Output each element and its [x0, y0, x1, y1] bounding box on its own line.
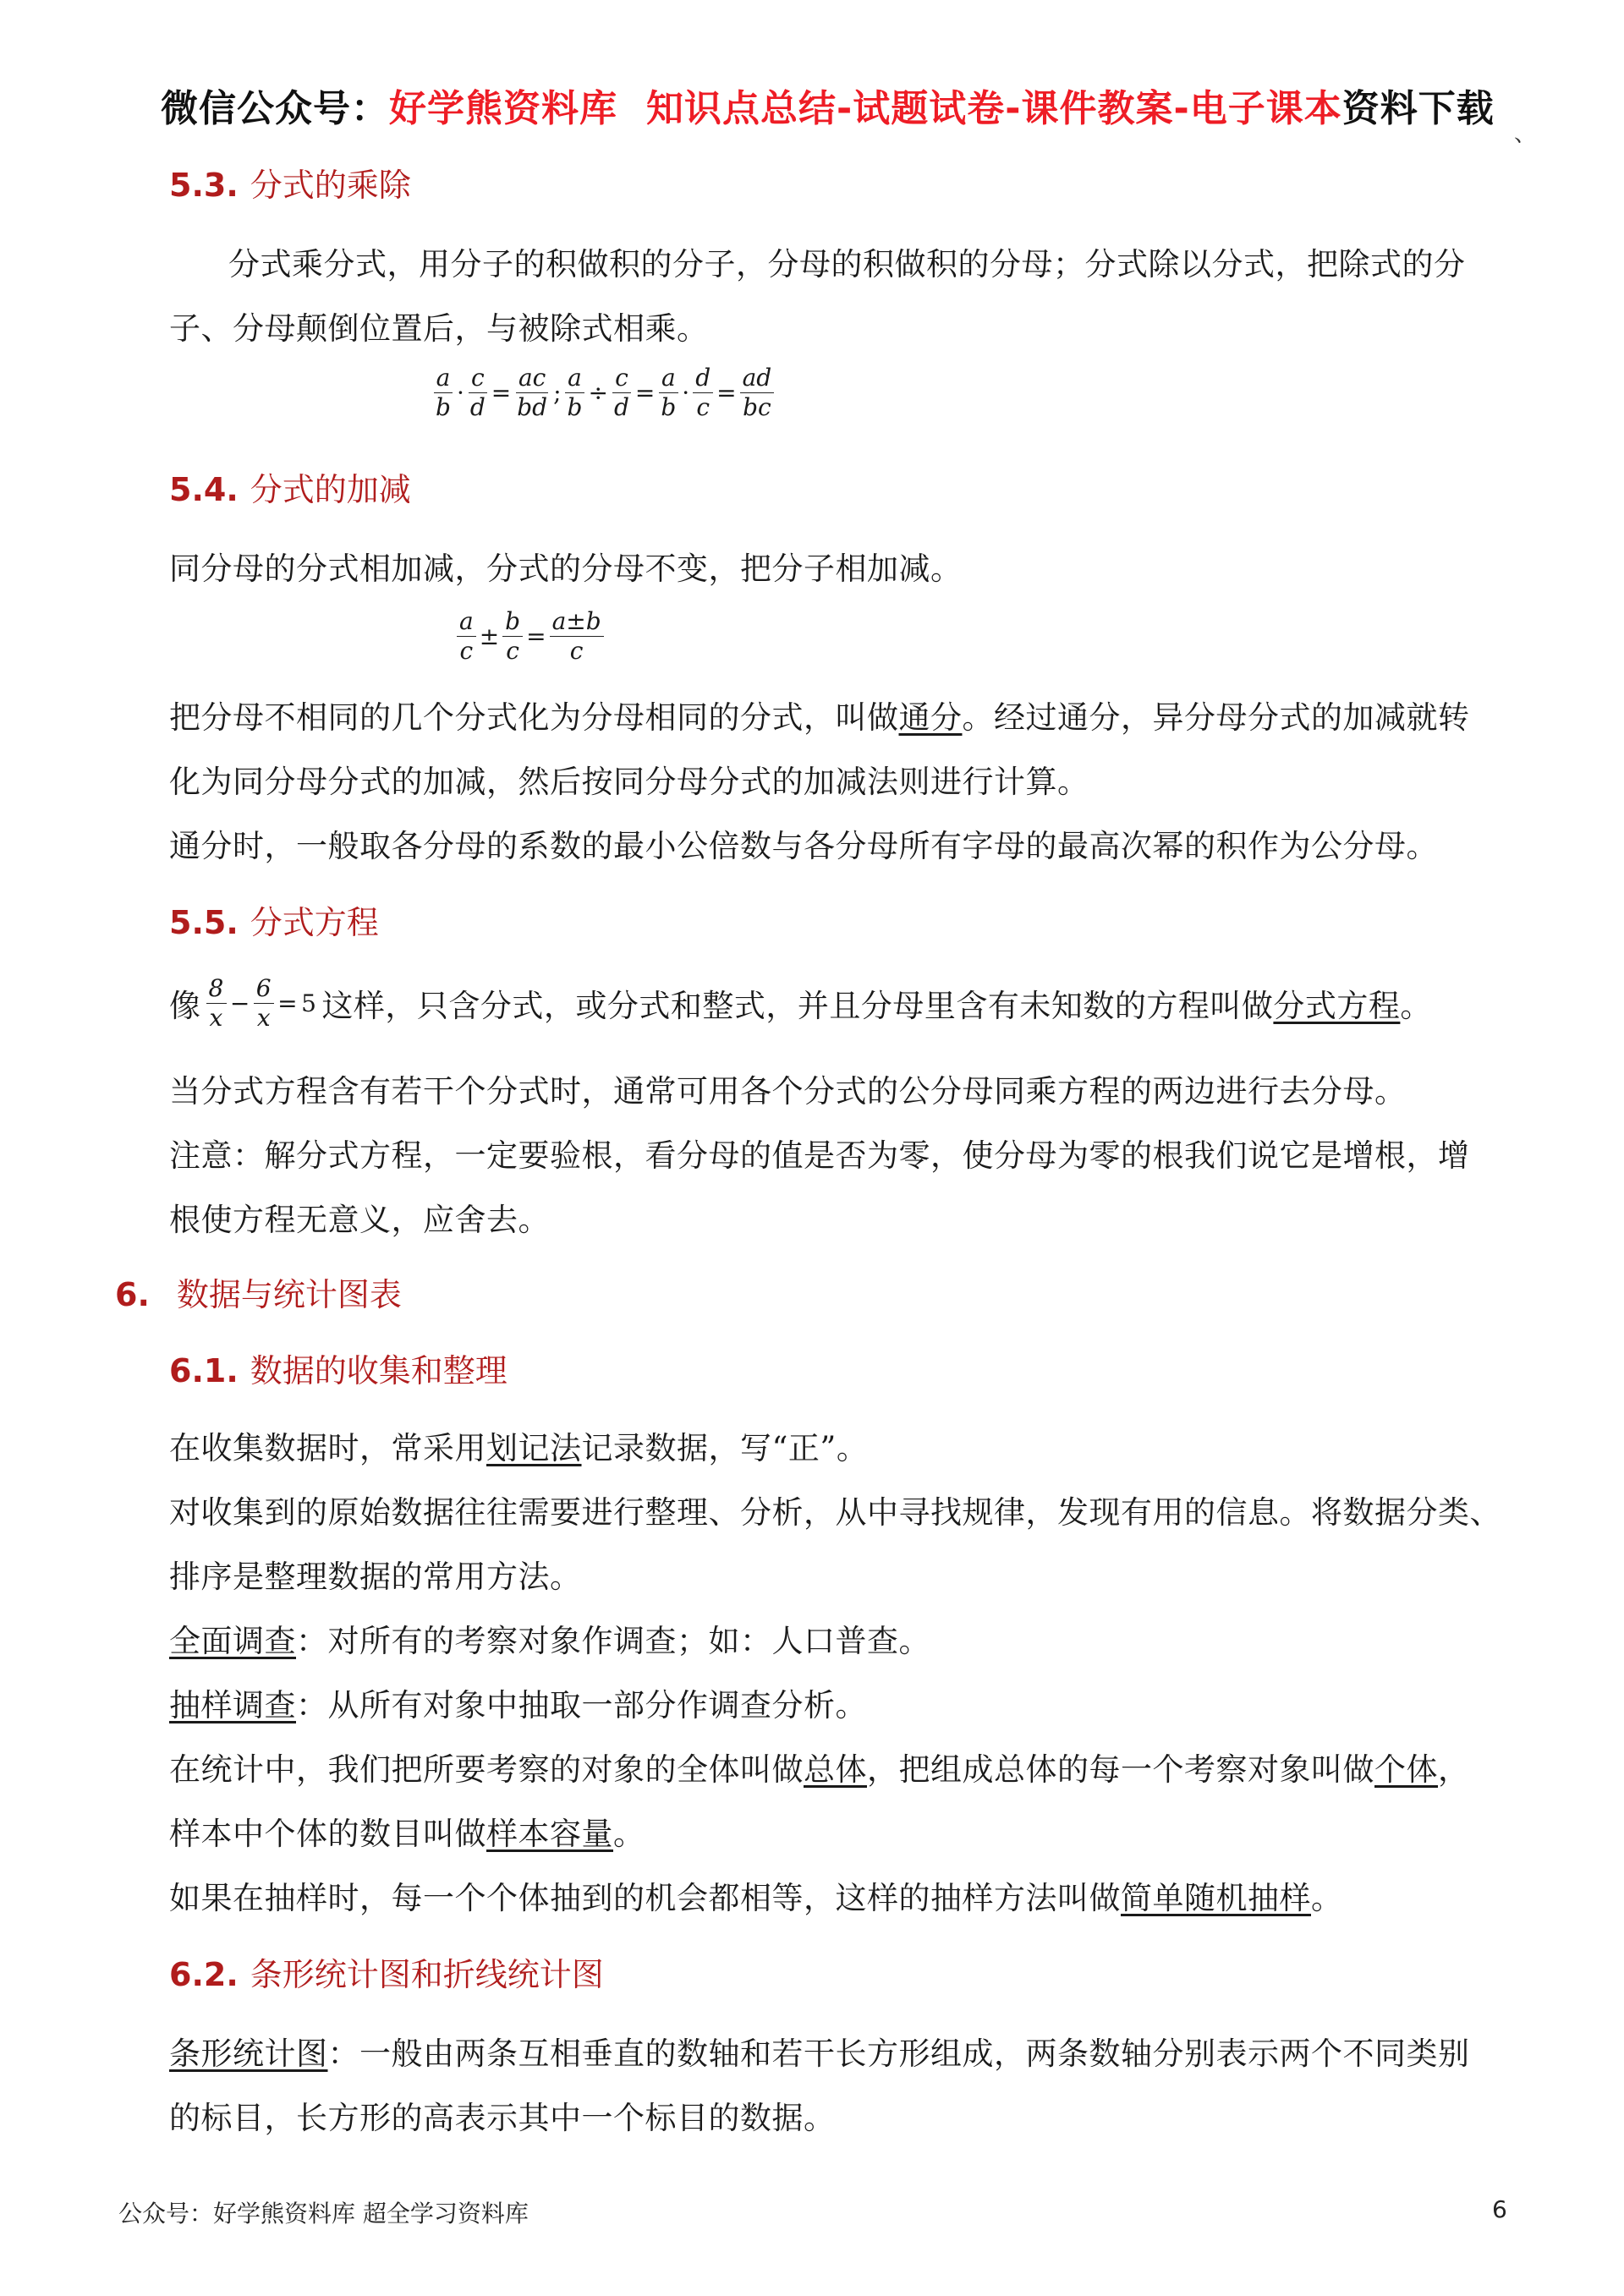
term-chouyang-diaocha: 抽样调查: [169, 1687, 296, 1723]
heading-title: 分式的加减: [250, 471, 411, 508]
paragraph-line: 把分母不相同的几个分式化为分母相同的分式，叫做通分。经过通分，异分母分式的加减就转: [169, 699, 1470, 736]
paragraph-line: 样本中个体的数目叫做样本容量。: [169, 1816, 645, 1852]
term-geti: 个体: [1374, 1751, 1438, 1788]
term-tongfen: 通分: [898, 699, 963, 736]
paragraph-line: 通分时，一般取各分母的系数的最小公倍数与各分母所有字母的最高次幂的积作为公分母。: [169, 828, 1438, 864]
heading-number: 5.4.: [169, 471, 239, 508]
paragraph-line: 排序是整理数据的常用方法。: [169, 1559, 582, 1595]
term-zongti: 总体: [804, 1751, 867, 1788]
heading-5-3: [169, 159, 411, 205]
heading-number: 6.1.: [169, 1352, 239, 1389]
paragraph-line: 全面调查：对所有的考察对象作调查；如：人口普查。: [169, 1623, 930, 1659]
paragraph-line: 对收集到的原始数据往往需要进行整理、分析，从中寻找规律，发现有用的信息。将数据分类、: [169, 1494, 1501, 1531]
banner-content-types: 知识点总结-试题试卷-课件教案-电子课本: [646, 87, 1342, 130]
heading-5-4: [169, 463, 411, 510]
page-number: 6: [1492, 2195, 1507, 2223]
heading-title: 数据的收集和整理: [250, 1352, 508, 1389]
heading-title: 分式方程: [250, 904, 379, 941]
heading-number: 6.2.: [169, 1956, 239, 1993]
heading-6: [115, 1269, 402, 1315]
heading-title: 分式的乘除: [250, 167, 411, 204]
corner-mark: 、: [1514, 122, 1537, 147]
paragraph-line: 注意：解分式方程，一定要验根，看分母的值是否为零，使分母为零的根我们说它是增根，增: [169, 1137, 1470, 1174]
term-quanmian-diaocha: 全面调查: [169, 1623, 296, 1659]
formula-example-equation: $\frac{8}{x}$ − $\frac{6}{x}$ = 5: [205, 974, 319, 1032]
term-huajifa: 划记法: [486, 1430, 582, 1466]
heading-title: 条形统计图和折线统计图: [250, 1956, 604, 1993]
paragraph-line: 抽样调查：从所有对象中抽取一部分作调查分析。: [169, 1687, 867, 1723]
banner-label: 微信公众号：: [161, 87, 389, 130]
paragraph-line: 当分式方程含有若干个分式时，通常可用各个分式的公分母同乘方程的两边进行去分母。: [169, 1073, 1407, 1110]
heading-title: 数据与统计图表: [176, 1276, 402, 1313]
heading-5-5: [169, 896, 379, 943]
paragraph-line: 在收集数据时，常采用划记法记录数据，写“正”。: [169, 1430, 869, 1466]
heading-6-1: [169, 1345, 508, 1391]
paragraph-line: 条形统计图：一般由两条互相垂直的数轴和若干长方形组成，两条数轴分别表示两个不同类别: [169, 2036, 1470, 2072]
formula-add-subtract: $\frac{a}{c}$ ± $\frac{b}{c}$ = $\frac{a\pm b}{c}$: [455, 607, 606, 665]
footer-text: 公众号：好学熊资料库 超全学习资料库: [118, 2200, 529, 2228]
paragraph-line: 像 $\frac{8}{x}$ − $\frac{6}{x}$ = 5 这样，只含分式，或分式和整式，并且分母里含有未知数的方程叫做 分式方程 。: [169, 974, 1432, 1032]
term-yangben-rongliang: 样本容量: [486, 1816, 613, 1852]
term-jiandan-suiji-chouyang: 简单随机抽样: [1121, 1880, 1311, 1916]
term-fenshi-fangcheng: 分式方程: [1273, 988, 1401, 1025]
paragraph-line: 同分母的分式相加减，分式的分母不变，把分子相加减。: [169, 551, 963, 587]
paragraph-line: 在统计中，我们把所要考察的对象的全体叫做总体，把组成总体的每一个考察对象叫做个体，: [169, 1751, 1470, 1788]
paragraph-line: 分式乘分式，用分子的积做积的分子，分母的积做积的分母；分式除以分式，把除式的分: [228, 246, 1466, 282]
paragraph-line: 根使方程无意义，应舍去。: [169, 1202, 550, 1238]
paragraph-line: 的标目，长方形的高表示其中一个标目的数据。: [169, 2100, 836, 2136]
heading-number: 5.3.: [169, 167, 239, 204]
heading-6-2: [169, 1948, 604, 1995]
paragraph-line: 如果在抽样时，每一个个体抽到的机会都相等，这样的抽样方法叫做简单随机抽样。: [169, 1880, 1343, 1916]
header-banner: [161, 78, 1495, 132]
paragraph-line: 子、分母颠倒位置后，与被除式相乘。: [169, 310, 709, 347]
formula-multiply-divide: $\frac{a}{b}$ · $\frac{c}{d}$ = $\frac{ac}{bd}$ ; $\frac{a}{b}$ ÷ $\frac{c}{d}$ = $\frac{a}{b}$ · $\frac{d}{c}$ = $\frac{ad}{bc}$: [431, 364, 776, 421]
term-tiaoxing-tongjitu: 条形统计图: [169, 2036, 328, 2072]
heading-number: 6.: [115, 1276, 150, 1313]
heading-number: 5.5.: [169, 904, 239, 941]
banner-download: 资料下载: [1341, 87, 1495, 130]
banner-brand: 好学熊资料库: [389, 87, 617, 130]
paragraph-line: 化为同分母分式的加减，然后按同分母分式的加减法则进行计算。: [169, 764, 1089, 800]
